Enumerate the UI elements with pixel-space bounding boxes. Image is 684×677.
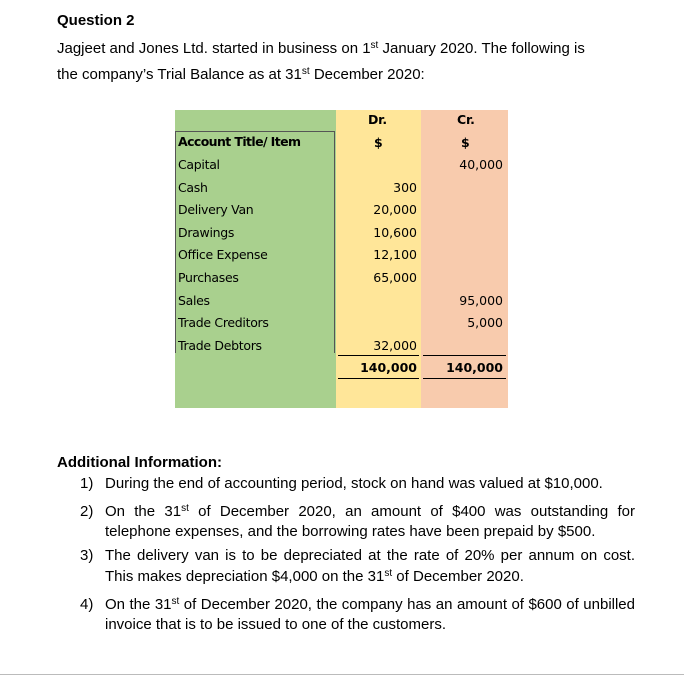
debit-amount: 20,000 bbox=[373, 202, 417, 218]
item-number: 1) bbox=[80, 475, 94, 492]
account-name: Cash bbox=[178, 179, 208, 195]
debit-total-bottom-rule bbox=[338, 378, 419, 379]
intro-line-2 bbox=[57, 62, 647, 88]
account-name: Office Expense bbox=[178, 247, 268, 263]
credit-amount: 5,000 bbox=[467, 315, 503, 331]
account-header: Account Title/ Item bbox=[178, 134, 301, 149]
intro-text: December 2020: bbox=[309, 66, 425, 83]
trial-balance-table bbox=[175, 110, 508, 408]
ordinal-suffix: st bbox=[384, 568, 393, 579]
question-heading: Question 2 bbox=[57, 12, 135, 29]
debit-amount: 12,100 bbox=[373, 247, 417, 263]
debit-total-top-rule bbox=[338, 355, 419, 356]
item-text-part: of December 2020. bbox=[392, 568, 524, 585]
item-text-part: of December 2020, the company has an amount of $600 of unbilled invoice that is to be issued to one of the customers. bbox=[105, 596, 635, 633]
ordinal-suffix: st bbox=[171, 596, 180, 607]
ordinal-suffix: st bbox=[301, 66, 310, 77]
account-name: Delivery Van bbox=[178, 202, 254, 218]
account-name: Purchases bbox=[178, 270, 239, 285]
item-text-part: of December 2020, an amount of $400 was outstanding for telephone expenses, and the borrowing rates have been prepaid by $500. bbox=[105, 503, 635, 540]
intro-line-1 bbox=[57, 36, 647, 62]
credit-amount: 95,000 bbox=[459, 292, 503, 308]
item-number: 4) bbox=[80, 596, 94, 613]
intro-text: Jagjeet and Jones Ltd. started in business on 1 bbox=[57, 40, 371, 57]
ordinal-suffix: st bbox=[370, 40, 379, 51]
credit-total: 140,000 bbox=[446, 360, 503, 375]
credit-total-top-rule bbox=[423, 355, 506, 356]
credit-total-bottom-rule bbox=[423, 378, 506, 379]
question-intro bbox=[57, 36, 647, 88]
item-text bbox=[105, 474, 635, 493]
additional-info-item bbox=[80, 595, 635, 635]
additional-info-item bbox=[80, 474, 635, 493]
page-bottom-rule bbox=[0, 674, 684, 675]
account-name: Trade Debtors bbox=[178, 337, 262, 353]
item-number: 3) bbox=[80, 547, 94, 564]
debit-currency: $ bbox=[374, 135, 383, 150]
item-text bbox=[105, 545, 635, 587]
item-text bbox=[105, 502, 635, 542]
intro-text: January 2020. The following is bbox=[378, 40, 585, 57]
account-name: Drawings bbox=[178, 224, 235, 240]
debit-amount: 300 bbox=[393, 179, 417, 195]
item-text bbox=[105, 595, 635, 635]
item-text-part: On the 31 bbox=[105, 596, 172, 613]
ordinal-suffix: st bbox=[181, 503, 189, 514]
debit-amount: 65,000 bbox=[373, 270, 417, 285]
debit-header: Dr. bbox=[368, 112, 387, 127]
credit-amount: 40,000 bbox=[459, 157, 503, 172]
credit-currency: $ bbox=[461, 135, 470, 150]
account-name: Trade Creditors bbox=[178, 315, 269, 331]
debit-total: 140,000 bbox=[360, 360, 417, 375]
account-name: Sales bbox=[178, 292, 210, 308]
debit-amount: 32,000 bbox=[373, 337, 417, 353]
item-text-part: The delivery van is to be depreciated at the rate of 20% per annum on cost. This makes depreciation $4,000 on the 31 bbox=[105, 547, 635, 585]
item-text-part: During the end of accounting period, stock on hand was valued at $10,000. bbox=[105, 475, 603, 492]
additional-info-list bbox=[80, 474, 635, 635]
credit-header: Cr. bbox=[457, 112, 475, 127]
additional-info-item bbox=[80, 545, 635, 587]
item-text-part: On the 31 bbox=[105, 503, 182, 520]
additional-info-item bbox=[80, 502, 635, 542]
debit-amount: 10,600 bbox=[373, 224, 417, 240]
intro-text: the company’s Trial Balance as at 31 bbox=[57, 66, 302, 83]
additional-info-title: Additional Information: bbox=[57, 454, 222, 471]
account-name: Capital bbox=[178, 157, 220, 172]
item-number: 2) bbox=[80, 503, 94, 520]
